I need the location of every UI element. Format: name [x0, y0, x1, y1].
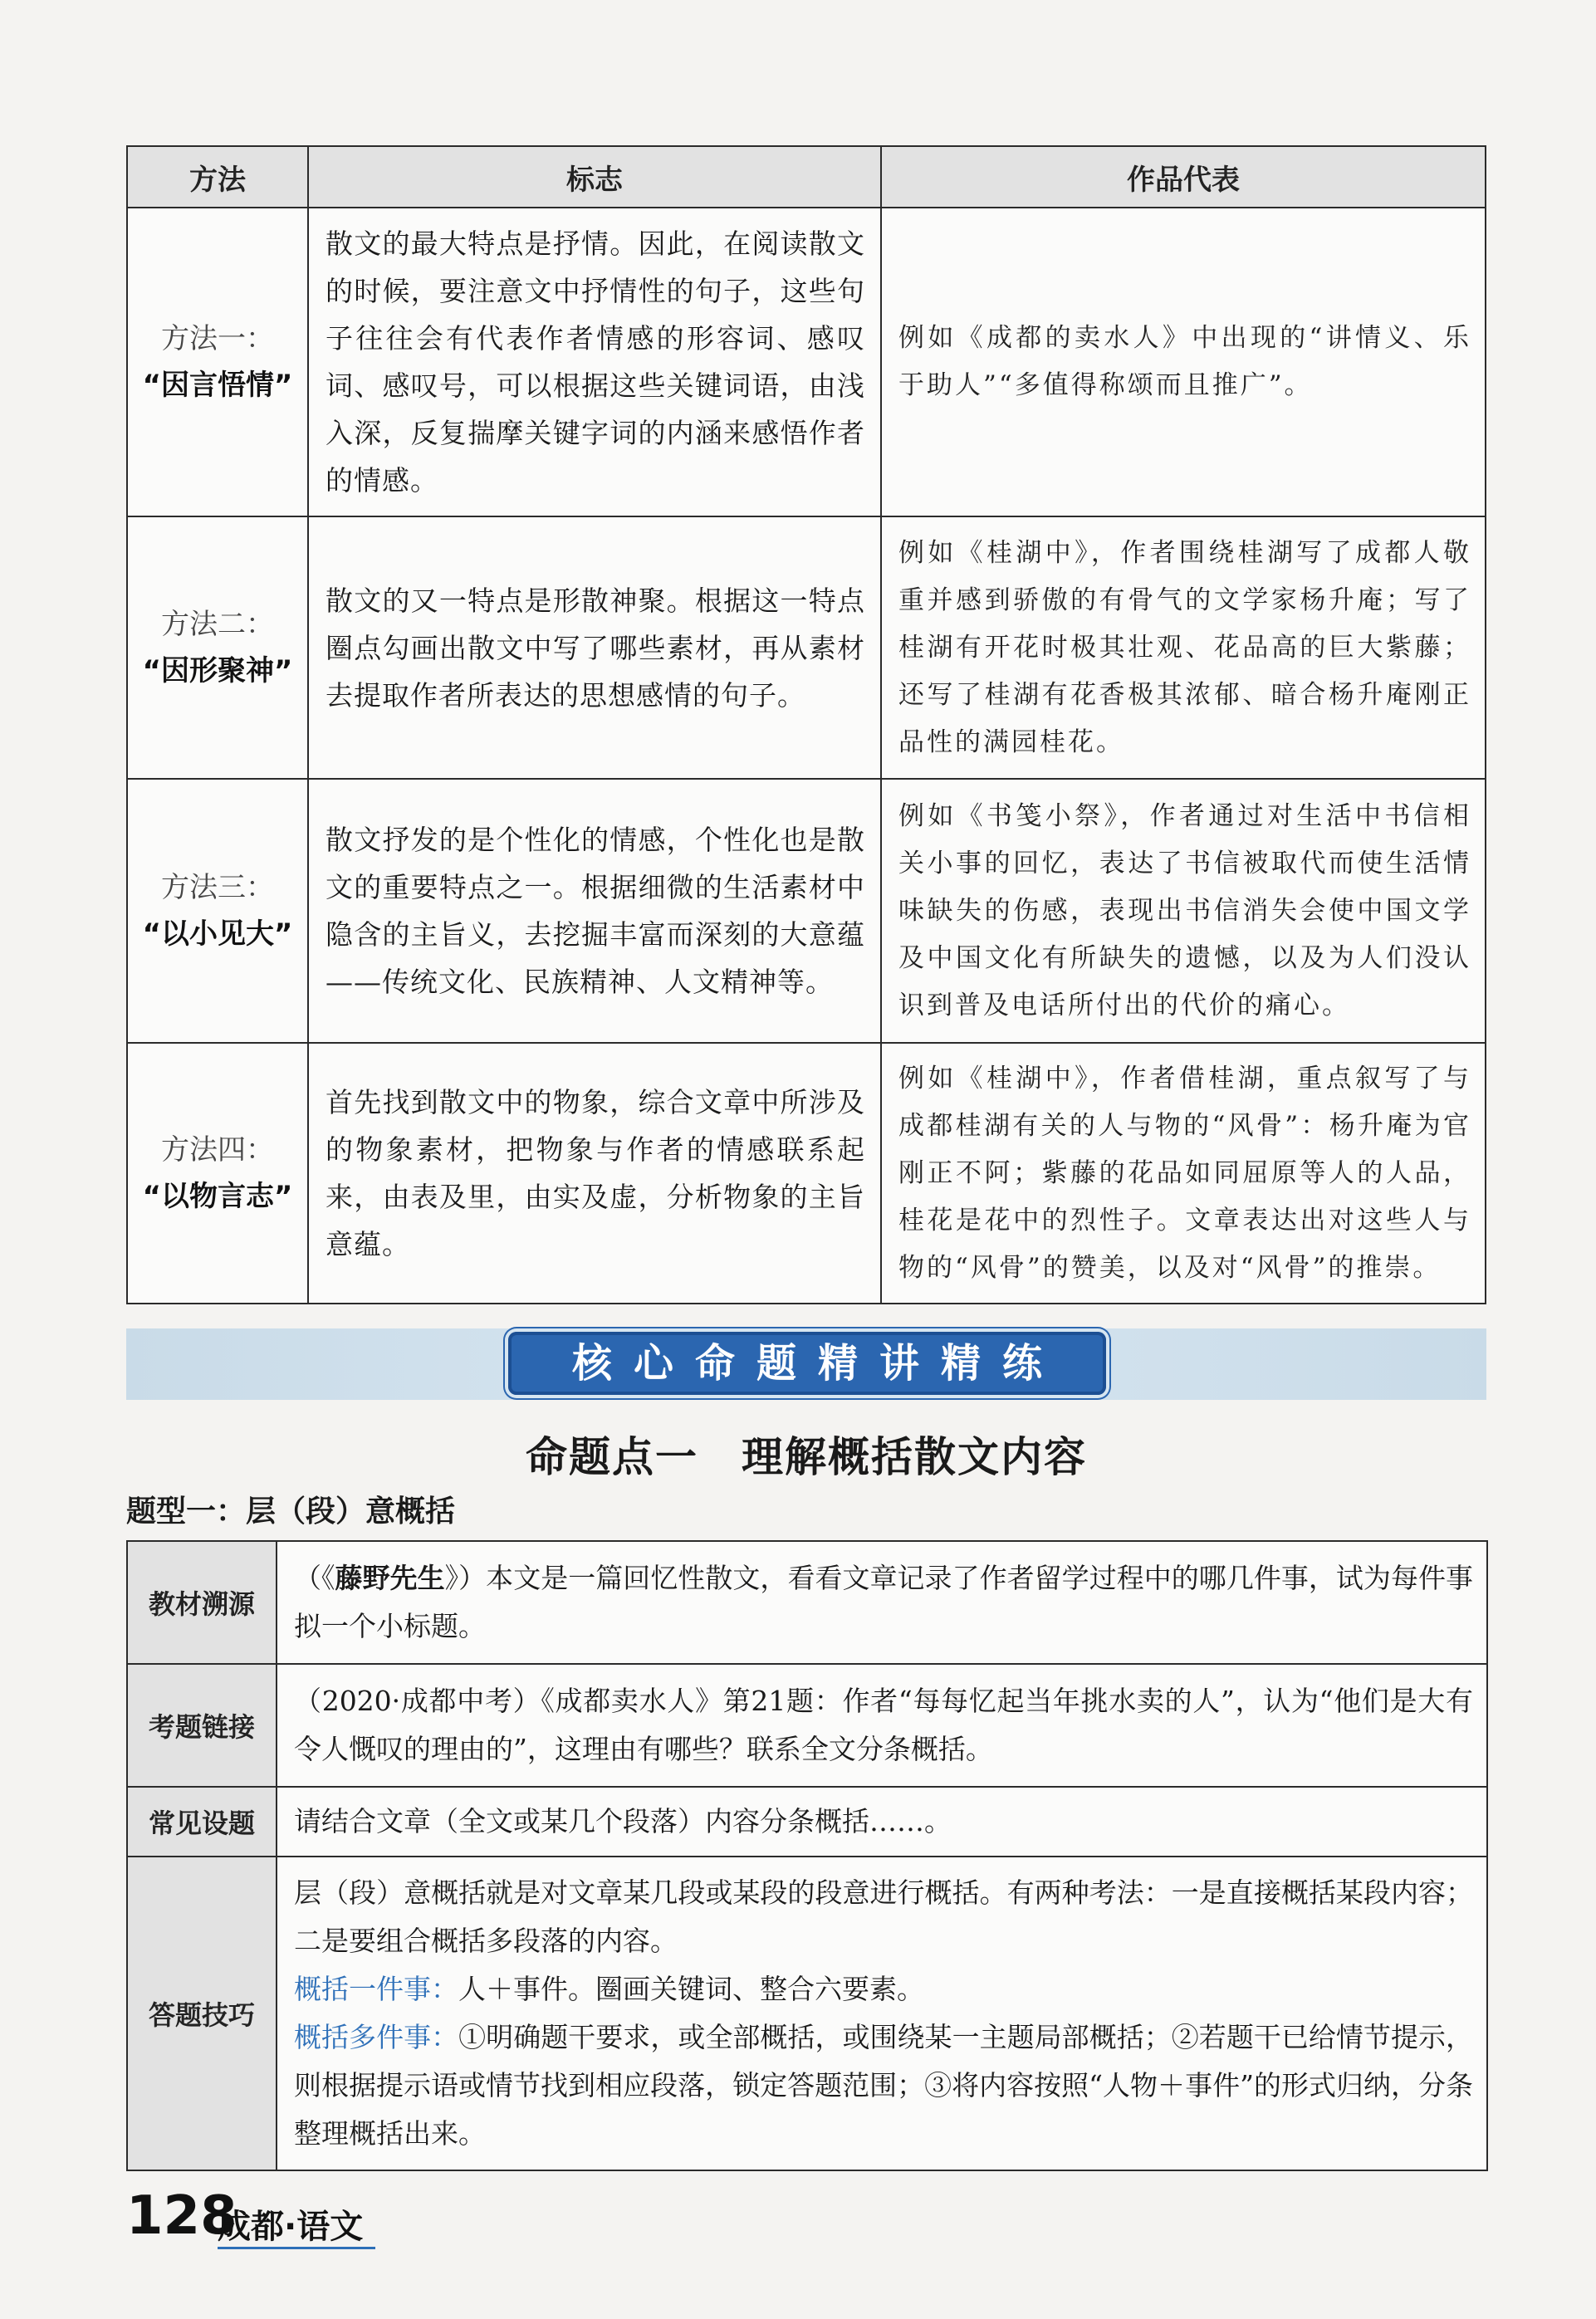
header-method: 方法 [127, 146, 308, 208]
table-row [127, 208, 1486, 516]
footer-underline [218, 2247, 375, 2249]
method-sign: 首先找到散文中的物象，综合文章中所涉及的物象素材，把物象与作者的情感联系起来，由表及里，由实及虚，分析物象的主旨意蕴。 [308, 1043, 881, 1304]
textbook-label: 教材溯源 [127, 1541, 277, 1664]
skills-one-label: 概括一件事： [294, 1973, 458, 2005]
page-number: 128 [126, 2185, 237, 2247]
table-row [127, 1857, 1487, 2170]
banner-title: 核心命题精讲精练 [508, 1332, 1106, 1395]
method-example: 例如《书笺小祭》，作者通过对生活中书信相关小事的回忆，表达了书信被取代而使生活情味缺失的伤感，表现出书信消失会使中国文学及中国文化有所缺失的遗憾，以及为人们没认识到普及电话所付出的代价的痛心。 [881, 779, 1486, 1043]
method-sign: 散文的最大特点是抒情。因此，在阅读散文的时候，要注意文中抒情性的句子，这些句子往往会有代表作者情感的形容词、感叹词、感叹号，可以根据这些关键词语，由浅入深，反复揣摩关键字词的内涵来感悟作者的情感。 [308, 208, 881, 516]
method-quote: “以小见大” [142, 917, 293, 951]
method-label: 方法三： [161, 871, 274, 904]
common-label: 常见设题 [127, 1787, 277, 1857]
method-quote: “因形聚神” [142, 654, 293, 687]
subsection-title: 题型一：层（段）意概括 [126, 1495, 456, 1529]
section-banner [126, 1328, 1486, 1400]
common-content: 请结合文章（全文或某几个段落）内容分条概括……。 [277, 1787, 1487, 1857]
method-quote: “因言悟情” [142, 369, 293, 402]
methods-table [126, 145, 1486, 1304]
skills-content [277, 1857, 1487, 2170]
table-row [127, 779, 1486, 1043]
textbook-content [277, 1541, 1487, 1664]
exam-label: 考题链接 [127, 1664, 277, 1787]
table-row [127, 1787, 1487, 1857]
table-row [127, 1541, 1487, 1664]
method-name-cell [127, 779, 308, 1043]
table-row [127, 1664, 1487, 1787]
skills-many-label: 概括多件事： [294, 2021, 459, 2053]
method-example: 例如《桂湖中》，作者围绕桂湖写了成都人敬重并感到骄傲的有骨气的文学家杨升庵；写了桂湖有开花时极其壮观、花品高的巨大紫藤；还写了桂湖有花香极其浓郁、暗合杨升庵刚正品性的满园桂花。 [881, 516, 1486, 779]
section-title: 命题点一 理解概括散文内容 [526, 1432, 1087, 1481]
skills-many [294, 2013, 1473, 2158]
method-name-cell [127, 1043, 308, 1304]
method-sign: 散文抒发的是个性化的情感，个性化也是散文的重要特点之一。根据细微的生活素材中隐含的主旨义，去挖掘丰富而深刻的大意蕴——传统文化、民族精神、人文精神等。 [308, 779, 881, 1043]
method-sign: 散文的又一特点是形散神聚。根据这一特点圈点勾画出散文中写了哪些素材，再从素材去提取作者所表达的思想感情的句子。 [308, 516, 881, 779]
textbook-lead: （《 [294, 1562, 335, 1594]
skills-one-text: 人＋事件。圈画关键词、整合六要素。 [458, 1973, 924, 2005]
table-row [127, 516, 1486, 779]
textbook-rest: 》）本文是一篇回忆性散文，看看文章记录了作者留学过程中的哪几件事，试为每件事拟一个小标题。 [294, 1562, 1474, 1642]
method-label: 方法四： [161, 1133, 274, 1167]
skills-intro: 层（段）意概括就是对文章某几段或某段的段意进行概括。有两种考法：一是直接概括某段内容；二是要组合概括多段落的内容。 [294, 1876, 1473, 1957]
exam-content: （2020·成都中考）《成都卖水人》第21题：作者“每每忆起当年挑水卖的人”，认为“他们是大有令人慨叹的理由的”，这理由有哪些？联系全文分条概括。 [277, 1664, 1487, 1787]
header-example: 作品代表 [881, 146, 1486, 208]
method-quote: “以物言志” [142, 1180, 293, 1213]
skills-one [294, 1965, 1473, 2013]
info-table [126, 1540, 1488, 2171]
header-sign: 标志 [308, 146, 881, 208]
method-name-cell [127, 208, 308, 516]
method-label: 方法一： [161, 322, 274, 355]
method-example: 例如《桂湖中》，作者借桂湖，重点叙写了与成都桂湖有关的人与物的“风骨”：杨升庵为官刚正不阿；紫藤的花品如同屈原等人的人品，桂花是花中的烈性子。文章表达出对这些人与物的“风骨”的赞美，以及对“风骨”的推崇。 [881, 1043, 1486, 1304]
table-row [127, 1043, 1486, 1304]
textbook-book-title: 藤野先生 [335, 1562, 445, 1594]
method-label: 方法二： [161, 608, 274, 641]
method-example: 例如《成都的卖水人》中出现的“讲情义、乐于助人”“多值得称颂而且推广”。 [881, 208, 1486, 516]
methods-table-header [127, 146, 1486, 208]
skills-label: 答题技巧 [127, 1857, 277, 2170]
skills-many-text: ①明确题干要求，或全部概括，或围绕某一主题局部概括；②若题干已给情节提示，则根据提示语或情节找到相应段落，锁定答题范围；③将内容按照“人物＋事件”的形式归纳，分条整理概括出来。 [294, 2021, 1474, 2150]
method-name-cell [127, 516, 308, 779]
footer-title: 成都·语文 [218, 2208, 364, 2246]
